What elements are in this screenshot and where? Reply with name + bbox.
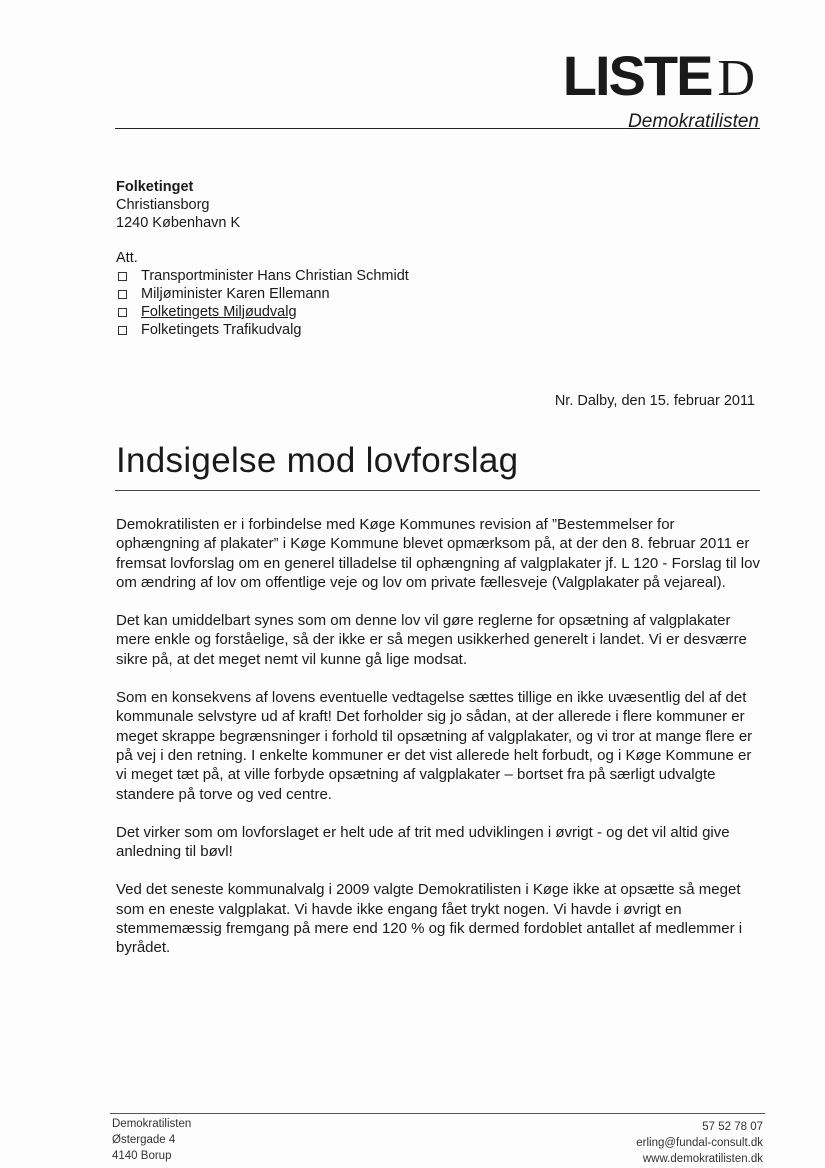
attention-block bbox=[116, 249, 409, 339]
footer-website: www.demokratilisten.dk bbox=[642, 1153, 763, 1165]
checkbox-icon bbox=[118, 272, 127, 281]
list-item-label: Folketingets Miljøudvalg bbox=[141, 304, 297, 320]
att-label: Att. bbox=[116, 250, 138, 266]
list-item bbox=[116, 321, 409, 339]
footer-address bbox=[112, 1116, 191, 1164]
letter-body bbox=[116, 515, 761, 977]
footer-org: Demokratilisten bbox=[112, 1118, 192, 1130]
list-item bbox=[116, 267, 409, 285]
recipient-line1: Christiansborg bbox=[116, 197, 210, 213]
paragraph: Demokratilisten er i forbindelse med Køge Kommunes revision af ”Bestemmelser for ophængning af plakater” i Køge Kommune blevet opmærksom på, at der den 8. februar 2011 er fremsat lovforslag om en generel tilladelse til ophængning af valgplakater jf. L 120 - Forslag til lov om ændring af lov om offentlige veje og lov om private fællesveje (Valgplakater på vejareal). bbox=[116, 516, 760, 591]
list-item-label: Miljøminister Karen Ellemann bbox=[141, 286, 330, 302]
recipient-line2: 1240 København K bbox=[116, 215, 241, 231]
logo-letter: D bbox=[717, 50, 755, 107]
date-line: Nr. Dalby, den 15. februar 2011 bbox=[554, 393, 755, 409]
page-title: Indsigelse mod lovforslag bbox=[116, 441, 519, 480]
list-item-label: Transportminister Hans Christian Schmidt bbox=[141, 268, 409, 284]
checkbox-icon bbox=[118, 290, 127, 299]
paragraph: Det kan umiddelbart synes som om denne lov vil gøre reglerne for opsætning af valgplakater mere enkle og forståelige, så der ikke er så megen usikkerhed generelt i landet. Vi er desværre sikre på, at det meget nemt vil kunne gå lige modsat. bbox=[116, 612, 747, 668]
footer-street: Østergade 4 bbox=[112, 1134, 176, 1146]
recipient-list bbox=[116, 267, 409, 339]
footer-divider bbox=[110, 1113, 765, 1114]
logo bbox=[562, 44, 755, 108]
checkbox-icon bbox=[118, 308, 127, 317]
list-item-label: Folketingets Trafikudvalg bbox=[141, 322, 302, 338]
title-divider bbox=[115, 490, 760, 491]
logo-subtitle: Demokratilisten bbox=[628, 111, 759, 132]
recipient-name: Folketinget bbox=[116, 179, 194, 195]
footer-city: 4140 Borup bbox=[112, 1150, 172, 1162]
paragraph: Det virker som om lovforslaget er helt ude af trit med udviklingen i øvrigt - og det vil altid give anledning til bøvl! bbox=[116, 823, 730, 861]
footer-phone: 57 52 78 07 bbox=[702, 1121, 763, 1133]
paragraph: Som en konsekvens af lovens eventuelle vedtagelse sættes tillige en ikke uvæsentlig del af det kommunale selvstyre ud af kraft! Det forholder sig jo sådan, at der allerede i flere kommuner er meget skrappe begrænsninger i forhold til opsætning af valgplakater, og vi tror at mange flere er på vej i den retning. I enkelte kommuner er det vist allerede helt forbudt, og i Køge Kommune er vi meget tæt på, at ville forbyde opsætning af valgplakater – bortset fra på særligt udvalgte standere på torve og ved centre. bbox=[116, 689, 753, 803]
list-item bbox=[116, 285, 409, 303]
logo-word: LISTE bbox=[562, 44, 712, 107]
checkbox-icon bbox=[118, 326, 127, 335]
paragraph: Ved det seneste kommunalvalg i 2009 valgte Demokratilisten i Køge ikke at opsætte så meget som en eneste valgplakat. Vi havde ikke engang fået trykt nogen. Vi havde i øvrigt en stemmemæssig fremgang på mere end 120 % og fik dermed fordoblet antallet af medlemmer i byrådet. bbox=[116, 881, 743, 957]
footer-contact bbox=[636, 1119, 763, 1167]
list-item bbox=[116, 303, 409, 321]
footer-email: erling@fundal-consult.dk bbox=[636, 1137, 763, 1149]
recipient-address bbox=[116, 178, 240, 232]
